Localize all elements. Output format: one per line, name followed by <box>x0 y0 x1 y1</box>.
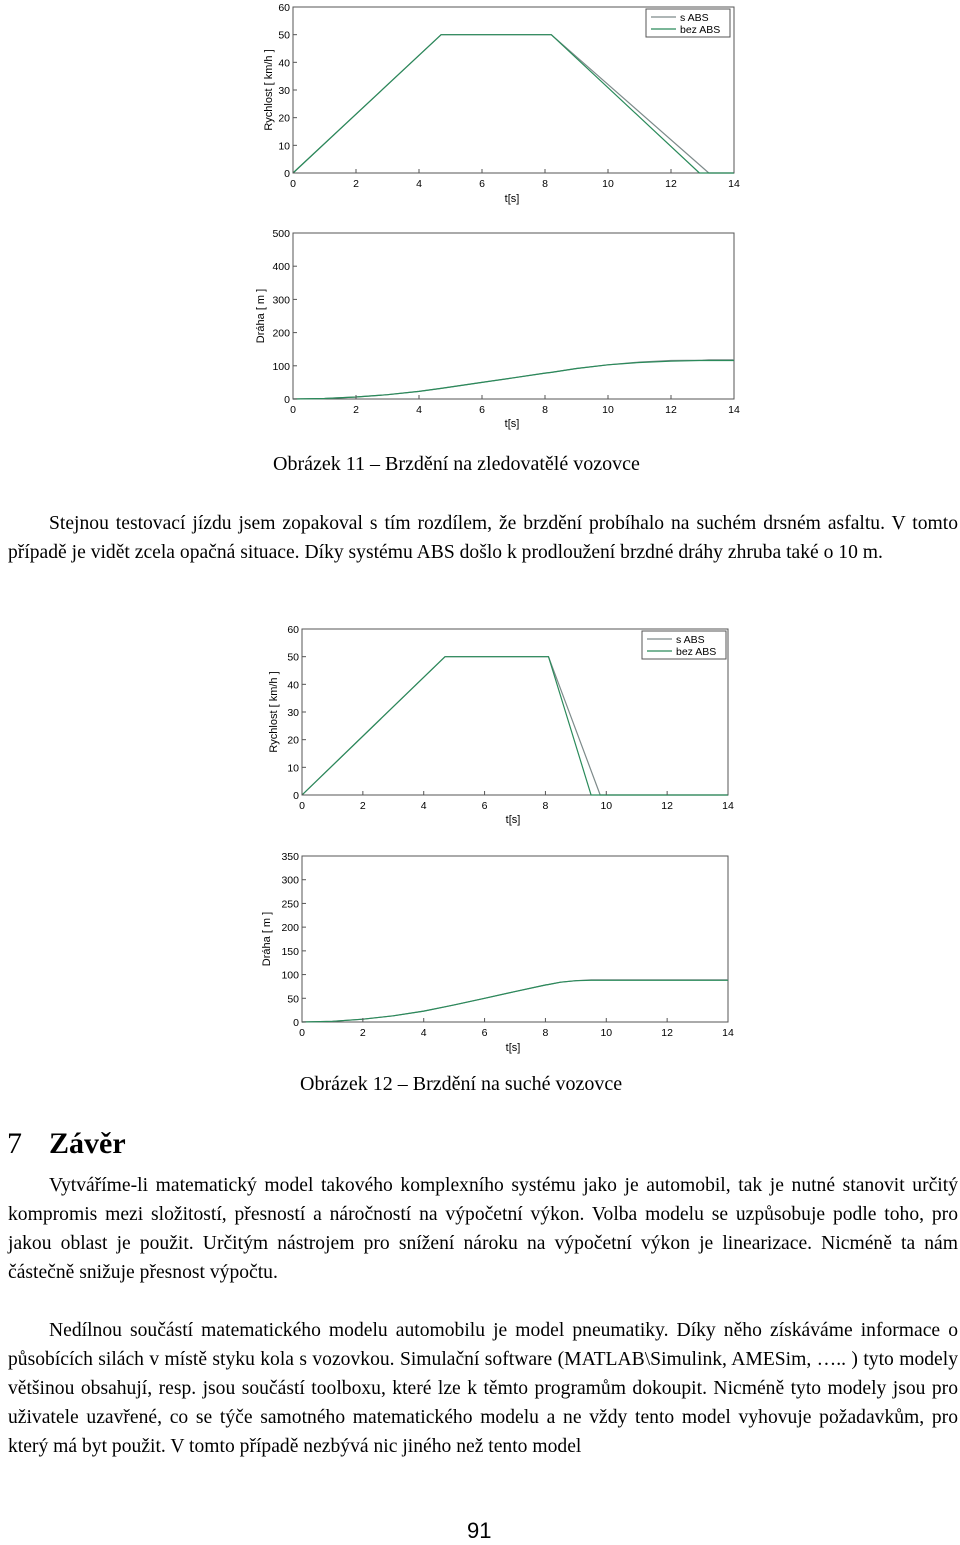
y-tick-label: 200 <box>272 327 290 340</box>
x-tick-label: 4 <box>420 1027 427 1039</box>
y-tick-label: 250 <box>281 898 299 911</box>
figure-caption-11: Obrázek 11 – Brzdění na zledovatělé vozovce <box>273 453 640 475</box>
x-tick-label: 8 <box>542 404 548 416</box>
legend-label-bez-abs: bez ABS <box>680 24 721 36</box>
x-tick-label: 0 <box>299 800 305 812</box>
page-number: 91 <box>467 1518 492 1543</box>
x-tick-label: 14 <box>728 404 740 416</box>
paragraph-tire-model: Nedílnou součástí matematického modelu automobilu je model pneumatiky. Díky něho získáváme informace o působících silách v místě styku kola s vozovkou. Simulační software (MATLAB\Simulink, AMESim, ….. ) tyto modely většinou obsahují, resp. jsou součástí toolboxu, které lze k těmto programům dokoupit. Nicméně tyto modely jsou pro uživatele uzavřené, co se týče samotného matematického modelu a ne vždy tento model vyhovuje požadavkům, pro který má byt použit. V tomto případě nezbývá nic jiného než tento model <box>8 1320 958 1457</box>
y-tick-label: 100 <box>281 969 299 982</box>
y-tick-label: 0 <box>293 1017 299 1029</box>
legend <box>642 631 726 659</box>
figure-caption-12: Obrázek 12 – Brzdění na suché vozovce <box>300 1073 623 1095</box>
section-number: 7 <box>7 1127 22 1160</box>
x-tick-label: 8 <box>542 800 549 812</box>
x-tick-label: 6 <box>481 800 488 812</box>
y-tick-label: 50 <box>287 651 299 664</box>
x-tick-label: 0 <box>299 1027 305 1039</box>
x-tick-label: 0 <box>290 404 296 416</box>
y-tick-label: 150 <box>281 945 299 958</box>
x-tick-label: 2 <box>359 1027 366 1039</box>
y-tick-label: 0 <box>284 394 290 406</box>
y-tick-label: 30 <box>278 85 290 97</box>
series-line-bez-abs <box>293 35 734 173</box>
y-tick-label: 10 <box>278 140 290 153</box>
x-tick-label: 12 <box>665 178 677 190</box>
x-tick-label: 4 <box>420 800 427 812</box>
plot-frame <box>302 856 728 1022</box>
x-tick-label: 14 <box>728 178 740 190</box>
legend-label-s-abs: s ABS <box>676 634 705 646</box>
series-line-s-abs <box>302 657 728 795</box>
legend-label-s-abs: s ABS <box>680 12 709 24</box>
x-axis-label: t[s] <box>505 1042 521 1054</box>
y-tick-label: 300 <box>281 874 299 887</box>
x-tick-label: 12 <box>661 1027 673 1039</box>
legend-label-bez-abs: bez ABS <box>676 646 717 658</box>
y-axis-label: Rychlost [ km/h ] <box>268 671 280 753</box>
y-tick-label: 20 <box>287 734 299 747</box>
x-tick-label: 6 <box>481 1027 488 1039</box>
x-axis-label: t[s] <box>504 193 520 205</box>
legend <box>646 9 730 37</box>
series-line-bez-abs <box>293 361 734 400</box>
paragraph-dry-asphalt: Stejnou testovací jízdu jsem zopakoval s tím rozdílem, že brzdění probíhalo na suchém drsném asfaltu. V tomto případě je vidět zcela opačná situace. Díky systému ABS došlo k prodloužení brzdné dráhy zhruba také o 10 m. <box>8 513 958 563</box>
x-tick-label: 4 <box>416 178 422 190</box>
y-tick-label: 200 <box>281 922 299 935</box>
y-axis-label: Rychlost [ km/h ] <box>263 49 275 131</box>
y-tick-label: 400 <box>272 261 290 274</box>
y-axis-label: Dráha [ m ] <box>255 288 267 344</box>
x-tick-label: 8 <box>542 178 548 190</box>
y-axis-label: Dráha [ m ] <box>261 911 273 967</box>
y-tick-label: 0 <box>293 790 299 802</box>
speed-chart-dry <box>268 624 734 826</box>
y-tick-label: 500 <box>272 228 290 240</box>
x-tick-label: 2 <box>359 800 366 812</box>
y-tick-label: 0 <box>284 168 290 180</box>
x-tick-label: 10 <box>600 800 613 812</box>
x-tick-label: 10 <box>600 1027 613 1039</box>
x-tick-label: 14 <box>722 1027 734 1039</box>
section-title: Závěr <box>49 1127 126 1160</box>
x-axis-label: t[s] <box>504 418 520 430</box>
y-tick-label: 50 <box>278 29 290 42</box>
speed-chart-icy <box>263 2 740 205</box>
y-tick-label: 30 <box>287 707 299 719</box>
x-tick-label: 12 <box>661 800 673 812</box>
x-tick-label: 2 <box>353 178 359 190</box>
y-tick-label: 40 <box>287 679 299 692</box>
series-line-s-abs <box>293 35 734 173</box>
y-tick-label: 20 <box>278 112 290 125</box>
x-tick-label: 10 <box>602 178 614 190</box>
x-tick-label: 6 <box>479 178 485 190</box>
y-tick-label: 60 <box>278 2 290 14</box>
distance-chart-dry <box>261 851 734 1054</box>
series-line-s-abs <box>302 980 728 1022</box>
y-tick-label: 60 <box>287 624 299 636</box>
x-tick-label: 0 <box>290 178 296 190</box>
section-heading <box>7 1127 126 1161</box>
x-tick-label: 14 <box>722 800 734 812</box>
y-tick-label: 40 <box>278 57 290 70</box>
x-tick-label: 12 <box>665 404 677 416</box>
paragraph-model-compromise: Vytváříme-li matematický model takového komplexního systému jako je automobil, tak je nutné stanovit určitý kompromis mezi složitostí, přesností a náročností na výpočetní výkon. Volba modelu se uzpůsobuje podle toho, pro jakou oblast je použit. Určitým nástrojem pro snížení nároku na výpočetní výkon je linearizace. Nicméně ta nám částečně snižuje přesnost výpočtu. <box>8 1175 958 1283</box>
y-tick-label: 350 <box>281 851 299 863</box>
series-line-bez-abs <box>302 657 728 795</box>
series-line-s-abs <box>293 360 734 399</box>
x-tick-label: 6 <box>479 404 485 416</box>
y-tick-label: 300 <box>272 294 290 307</box>
y-tick-label: 100 <box>272 360 290 373</box>
x-tick-label: 10 <box>602 404 614 416</box>
series-line-bez-abs <box>302 980 728 1022</box>
plot-frame <box>293 233 734 399</box>
x-tick-label: 8 <box>542 1027 549 1039</box>
distance-chart-icy <box>255 228 740 430</box>
y-tick-label: 50 <box>287 993 299 1006</box>
x-tick-label: 4 <box>416 404 422 416</box>
x-tick-label: 2 <box>353 404 359 416</box>
y-tick-label: 10 <box>287 762 299 775</box>
x-axis-label: t[s] <box>505 814 521 826</box>
